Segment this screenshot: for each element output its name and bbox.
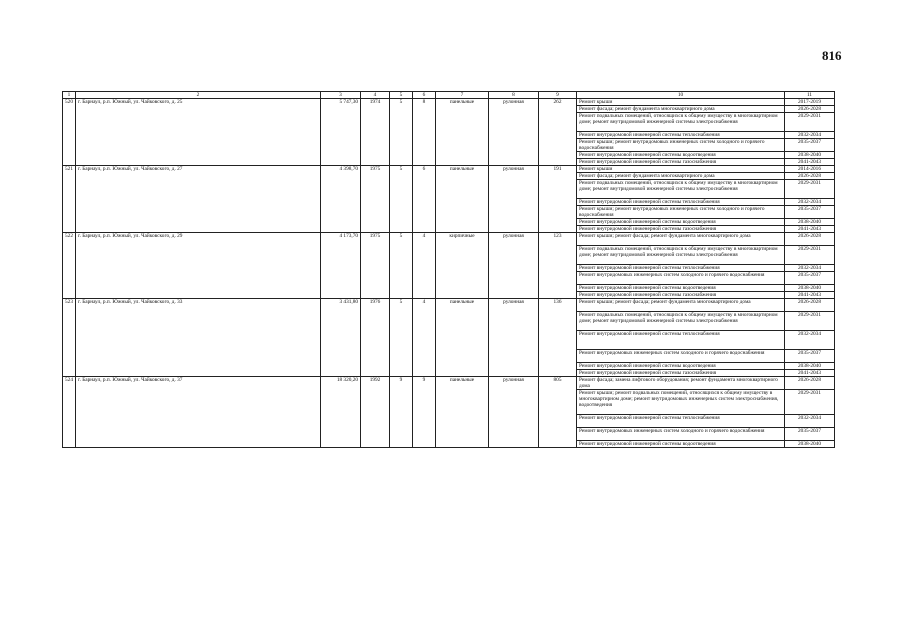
work-description: Ремонт внутридомовых инженерных систем холодного и горячего водоснабжения bbox=[577, 350, 785, 363]
work-period: 2035-2037 bbox=[785, 350, 835, 363]
header-row bbox=[63, 92, 835, 99]
house-residents: 136 bbox=[539, 299, 577, 377]
work-description: Ремонт крыши; ремонт внутридомовых инженерных систем холодного и горячего водоснабжения bbox=[577, 139, 785, 152]
header-cell: 3 bbox=[321, 92, 361, 99]
work-description: Ремонт внутридомовой инженерной системы водоотведения bbox=[577, 285, 785, 292]
work-period: 2014-2016 bbox=[785, 166, 835, 173]
house-entrances: 4 bbox=[413, 299, 436, 377]
table-row bbox=[63, 233, 835, 246]
work-period: 2041-2043 bbox=[785, 226, 835, 233]
table-row bbox=[63, 99, 835, 106]
work-period: 2038-2040 bbox=[785, 363, 835, 370]
work-period: 2029-2031 bbox=[785, 180, 835, 199]
work-description: Ремонт крыши; ремонт внутридомовых инженерных систем холодного и горячего водоснабжения bbox=[577, 206, 785, 219]
work-period: 2026-2028 bbox=[785, 173, 835, 180]
house-year: 1975 bbox=[361, 233, 390, 299]
work-period: 2038-2040 bbox=[785, 441, 835, 448]
house-address: г. Барнаул, р.п. Южный, ул. Чайковского, д. 37 bbox=[76, 377, 321, 448]
house-number: 521 bbox=[63, 166, 76, 233]
house-address: г. Барнаул, р.п. Южный, ул. Чайковского, д. 33 bbox=[76, 299, 321, 377]
work-description: Ремонт крыши; ремонт подвальных помещений, относящихся к общему имуществу в многоквартирном доме; ремонт внутридомовых инженерных систем электроснабжения, водоотведения bbox=[577, 390, 785, 415]
house-number: 522 bbox=[63, 233, 76, 299]
page-number: 816 bbox=[822, 48, 842, 63]
work-description: Ремонт внутридомовой инженерной системы теплоснабжения bbox=[577, 415, 785, 428]
house-number: 524 bbox=[63, 377, 76, 448]
work-period: 2029-2031 bbox=[785, 113, 835, 132]
header-cell: 10 bbox=[577, 92, 785, 99]
house-roof: рулонная bbox=[489, 299, 539, 377]
header-cell: 11 bbox=[785, 92, 835, 99]
work-period: 2035-2037 bbox=[785, 428, 835, 441]
house-roof: рулонная bbox=[489, 99, 539, 166]
header-cell: 5 bbox=[390, 92, 413, 99]
work-period: 2041-2043 bbox=[785, 292, 835, 299]
work-period: 2032-2034 bbox=[785, 415, 835, 428]
work-description: Ремонт внутридомовых инженерных систем холодного и горячего водоснабжения bbox=[577, 272, 785, 285]
header-cell: 9 bbox=[539, 92, 577, 99]
house-area: 3 431,80 bbox=[321, 299, 361, 377]
house-number: 520 bbox=[63, 99, 76, 166]
work-description: Ремонт внутридомовой инженерной системы теплоснабжения bbox=[577, 331, 785, 350]
house-walls: панельные bbox=[436, 166, 489, 233]
work-period: 2026-2028 bbox=[785, 299, 835, 312]
work-period: 2029-2031 bbox=[785, 246, 835, 265]
house-area: 18 320,20 bbox=[321, 377, 361, 448]
house-floors: 5 bbox=[390, 166, 413, 233]
work-period: 2038-2040 bbox=[785, 285, 835, 292]
work-period: 2032-2034 bbox=[785, 265, 835, 272]
work-description: Ремонт фасада; замена лифтового оборудования; ремонт фундамента многоквартирного дома bbox=[577, 377, 785, 390]
house-area: 4 398,70 bbox=[321, 166, 361, 233]
house-entrances: 9 bbox=[413, 377, 436, 448]
house-entrances: 8 bbox=[413, 99, 436, 166]
work-description: Ремонт крыши; ремонт фасада; ремонт фундамента многоквартирного дома bbox=[577, 233, 785, 246]
work-description: Ремонт крыши; ремонт фасада; ремонт фундамента многоквартирного дома bbox=[577, 299, 785, 312]
header-cell: 2 bbox=[76, 92, 321, 99]
work-period: 2041-2043 bbox=[785, 159, 835, 166]
house-walls: панельные bbox=[436, 99, 489, 166]
work-period: 2017-2019 bbox=[785, 99, 835, 106]
work-description: Ремонт внутридомовой инженерной системы водоотведения bbox=[577, 441, 785, 448]
work-description: Ремонт подвальных помещений, относящихся к общему имуществу в многоквартирном доме; ремонт внутридомовой инженерной системы электроснабжения bbox=[577, 246, 785, 265]
header-cell: 1 bbox=[63, 92, 76, 99]
work-description: Ремонт фасада; ремонт фундамента многоквартирного дома bbox=[577, 106, 785, 113]
table-row bbox=[63, 377, 835, 390]
work-period: 2038-2040 bbox=[785, 152, 835, 159]
house-entrances: 4 bbox=[413, 233, 436, 299]
house-year: 1976 bbox=[361, 299, 390, 377]
house-roof: рулонная bbox=[489, 377, 539, 448]
work-description: Ремонт крыши bbox=[577, 166, 785, 173]
house-residents: 123 bbox=[539, 233, 577, 299]
work-period: 2041-2043 bbox=[785, 370, 835, 377]
house-walls: панельные bbox=[436, 299, 489, 377]
work-description: Ремонт внутридомовой инженерной системы газоснабжения bbox=[577, 292, 785, 299]
work-period: 2032-2034 bbox=[785, 331, 835, 350]
work-description: Ремонт внутридомовой инженерной системы газоснабжения bbox=[577, 370, 785, 377]
header-cell: 4 bbox=[361, 92, 390, 99]
house-address: г. Барнаул, р.п. Южный, ул. Чайковского, д. 27 bbox=[76, 166, 321, 233]
work-description: Ремонт подвальных помещений, относящихся к общему имуществу в многоквартирном доме; ремонт внутридомовой инженерной системы электроснабжения bbox=[577, 180, 785, 199]
work-period: 2032-2034 bbox=[785, 132, 835, 139]
house-floors: 9 bbox=[390, 377, 413, 448]
house-floors: 5 bbox=[390, 299, 413, 377]
header-cell: 8 bbox=[489, 92, 539, 99]
house-area: 5 747,30 bbox=[321, 99, 361, 166]
table-row bbox=[63, 299, 835, 312]
work-period: 2038-2040 bbox=[785, 219, 835, 226]
work-description: Ремонт фасада; ремонт фундамента многоквартирного дома bbox=[577, 173, 785, 180]
house-address: г. Барнаул, р.п. Южный, ул. Чайковского, д. 29 bbox=[76, 233, 321, 299]
work-period: 2026-2028 bbox=[785, 377, 835, 390]
house-roof: рулонная bbox=[489, 166, 539, 233]
house-year: 1975 bbox=[361, 166, 390, 233]
house-floors: 5 bbox=[390, 99, 413, 166]
house-residents: 191 bbox=[539, 166, 577, 233]
house-number: 523 bbox=[63, 299, 76, 377]
house-address: г. Барнаул, р.п. Южный, ул. Чайковского, д. 25 bbox=[76, 99, 321, 166]
house-entrances: 6 bbox=[413, 166, 436, 233]
house-area: 4 173,70 bbox=[321, 233, 361, 299]
work-period: 2035-2037 bbox=[785, 206, 835, 219]
repair-schedule-table bbox=[62, 91, 835, 448]
house-year: 1992 bbox=[361, 377, 390, 448]
house-walls: кирпичные bbox=[436, 233, 489, 299]
work-description: Ремонт крыши bbox=[577, 99, 785, 106]
work-description: Ремонт внутридомовой инженерной системы водоотведения bbox=[577, 152, 785, 159]
work-description: Ремонт внутридомовой инженерной системы водоотведения bbox=[577, 363, 785, 370]
work-description: Ремонт внутридомовой инженерной системы газоснабжения bbox=[577, 226, 785, 233]
house-residents: 805 bbox=[539, 377, 577, 448]
work-period: 2026-2028 bbox=[785, 233, 835, 246]
work-description: Ремонт внутридомовой инженерной системы теплоснабжения bbox=[577, 199, 785, 206]
work-description: Ремонт внутридомовых инженерных систем холодного и горячего водоснабжения bbox=[577, 428, 785, 441]
work-description: Ремонт внутридомовой инженерной системы теплоснабжения bbox=[577, 132, 785, 139]
work-period: 2029-2031 bbox=[785, 390, 835, 415]
work-period: 2032-2034 bbox=[785, 199, 835, 206]
header-cell: 6 bbox=[413, 92, 436, 99]
house-walls: панельные bbox=[436, 377, 489, 448]
house-roof: рулонная bbox=[489, 233, 539, 299]
work-description: Ремонт подвальных помещений, относящихся к общему имуществу в многоквартирном доме; ремонт внутридомовой инженерной системы электроснабжения bbox=[577, 113, 785, 132]
work-period: 2026-2028 bbox=[785, 106, 835, 113]
header-cell: 7 bbox=[436, 92, 489, 99]
work-description: Ремонт внутридомовой инженерной системы водоотведения bbox=[577, 219, 785, 226]
house-residents: 262 bbox=[539, 99, 577, 166]
work-period: 2029-2031 bbox=[785, 312, 835, 331]
work-period: 2035-2037 bbox=[785, 139, 835, 152]
work-period: 2035-2037 bbox=[785, 272, 835, 285]
house-floors: 5 bbox=[390, 233, 413, 299]
house-year: 1974 bbox=[361, 99, 390, 166]
work-description: Ремонт внутридомовой инженерной системы газоснабжения bbox=[577, 159, 785, 166]
table-row bbox=[63, 166, 835, 173]
table-body bbox=[63, 99, 835, 448]
work-description: Ремонт подвальных помещений, относящихся к общему имуществу в многоквартирном доме; ремонт внутридомовой инженерной системы электроснабжения bbox=[577, 312, 785, 331]
work-description: Ремонт внутридомовой инженерной системы теплоснабжения bbox=[577, 265, 785, 272]
